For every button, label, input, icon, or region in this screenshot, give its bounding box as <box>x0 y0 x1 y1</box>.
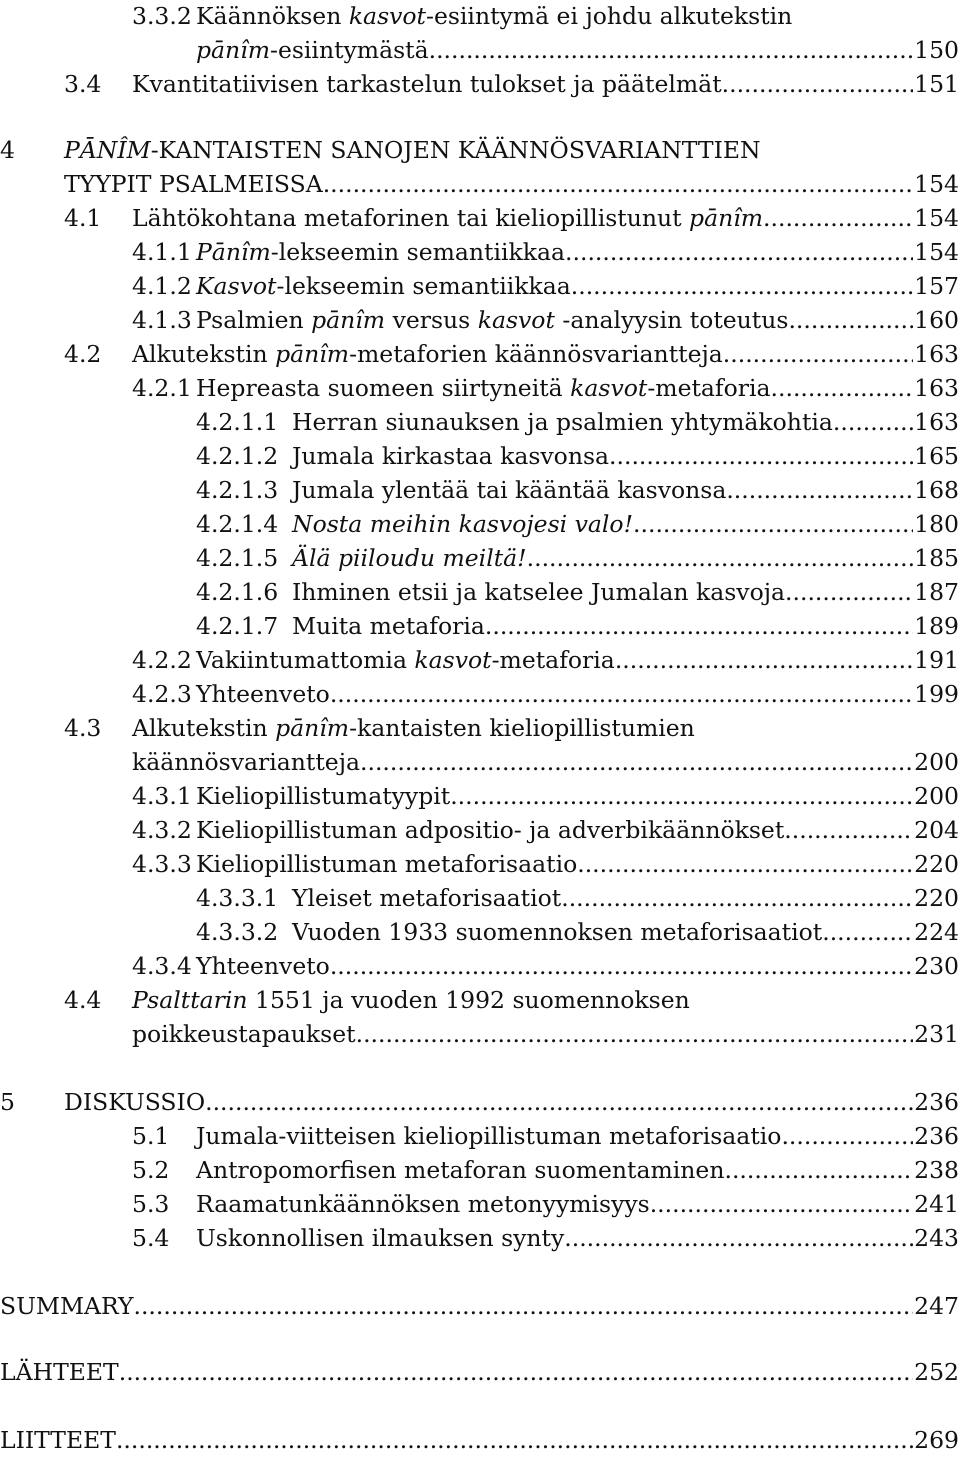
toc-entry <box>0 1086 960 1120</box>
entry-title <box>132 202 763 234</box>
entry-title-part: -metaforia <box>647 374 771 402</box>
toc-entry <box>0 68 960 102</box>
entry-title-italic-part: Älä piiloudu meiltä! <box>292 544 527 572</box>
toc-entry <box>0 542 960 576</box>
toc-entry <box>0 338 960 372</box>
entry-title <box>132 1018 356 1050</box>
dot-leader <box>822 916 913 948</box>
toc-entry <box>0 270 960 304</box>
toc-entry <box>0 916 960 950</box>
entry-title-part: Jumala-viitteisen kieliopillistuman metaforisaatio <box>196 1122 782 1150</box>
entry-title-part: SUMMARY <box>0 1292 134 1320</box>
entry-title-part: Jumala kirkastaa kasvonsa <box>292 442 610 470</box>
entry-title-part: Alkutekstin <box>132 714 276 742</box>
entry-title-part: Antropomorfisen metaforan suomentaminen <box>196 1156 725 1184</box>
entry-title <box>292 474 726 506</box>
toc-entry <box>0 950 960 984</box>
toc-entry <box>0 440 960 474</box>
entry-title <box>196 950 330 982</box>
dot-leader <box>650 1188 913 1220</box>
entry-title <box>292 440 609 472</box>
toc-entry <box>0 678 960 712</box>
entry-title-part: LÄHTEET <box>0 1358 119 1386</box>
entry-title-italic-part: Nosta meihin kasvojesi valo! <box>292 510 634 538</box>
section-number: 5.1 <box>132 1122 170 1150</box>
page-number: 160 <box>914 306 959 334</box>
page-number: 200 <box>914 782 959 810</box>
entry-title-italic-part: pānîm <box>196 36 270 64</box>
entry-title-part: 1551 ja vuoden 1992 suomennoksen <box>247 986 690 1014</box>
section-number: 4.1.3 <box>132 306 192 334</box>
entry-title-part: Kieliopillistuman adpositio- ja adverbikäännökset <box>196 816 785 844</box>
toc-entry <box>0 134 960 168</box>
entry-title-part: Herran siunauksen ja psalmien yhtymäkohtia <box>292 408 833 436</box>
toc-entry <box>0 882 960 916</box>
entry-title <box>196 814 784 846</box>
entry-title-part: Vakiintumattomia <box>196 646 415 674</box>
dot-leader <box>330 678 913 710</box>
entry-title-italic-part: pānîm <box>275 340 350 368</box>
dot-leader <box>833 406 913 438</box>
section-number: 4 <box>0 136 15 164</box>
toc-entry <box>0 1356 960 1390</box>
entry-title <box>132 338 723 370</box>
entry-title-part: -kantaisten kieliopillistumien <box>349 714 695 742</box>
entry-title-italic-part: kasvot <box>414 646 492 674</box>
entry-title-part: poikkeustapaukset <box>132 1020 356 1048</box>
section-number: 4.3.4 <box>132 952 192 980</box>
page-number: 247 <box>914 1292 959 1320</box>
page-number: 151 <box>914 70 959 98</box>
page-number: 154 <box>914 170 959 198</box>
entry-title-italic-part: kasvot <box>477 306 555 334</box>
page-number: 157 <box>914 272 959 300</box>
section-number: 4.1.1 <box>132 238 192 266</box>
dot-leader <box>323 168 913 200</box>
entry-title-italic-part: PĀNÎM <box>64 136 151 164</box>
page-number: 200 <box>914 748 959 776</box>
toc-entry <box>0 1424 960 1458</box>
page-number: 189 <box>914 612 959 640</box>
dot-leader <box>205 1086 913 1118</box>
dot-leader <box>360 746 913 778</box>
entry-title-part: -metaforien käännösvariantteja <box>349 340 723 368</box>
toc-entry <box>0 1290 960 1324</box>
page-number: 241 <box>914 1190 959 1218</box>
entry-title-part: Yhteenveto <box>196 952 330 980</box>
section-number: 4.3.3.2 <box>196 918 279 946</box>
section-number: 4.3.3 <box>132 850 192 878</box>
entry-title <box>196 1222 564 1254</box>
section-number: 4.3.2 <box>132 816 192 844</box>
dot-leader <box>609 440 913 472</box>
entry-title <box>292 542 527 574</box>
dot-leader <box>119 1356 913 1388</box>
page-number: 168 <box>914 476 959 504</box>
section-number: 3.3.2 <box>132 2 192 30</box>
page-number: 191 <box>914 646 959 674</box>
entry-title <box>196 34 429 66</box>
dot-leader <box>763 202 913 234</box>
page-number: 199 <box>914 680 959 708</box>
entry-title <box>292 882 561 914</box>
entry-title-part: -analyysin toteutus <box>554 306 789 334</box>
page-number: 154 <box>914 238 959 266</box>
page-number: 236 <box>914 1088 959 1116</box>
toc-entry <box>0 304 960 338</box>
entry-title <box>196 1120 781 1152</box>
page-number: 243 <box>914 1224 959 1252</box>
toc-entry <box>0 34 960 68</box>
entry-title-part: Kieliopillistumatyypit <box>196 782 451 810</box>
dot-leader <box>788 304 913 336</box>
section-number: 5.4 <box>132 1224 170 1252</box>
entry-title <box>64 1086 205 1118</box>
dot-leader <box>571 270 913 302</box>
entry-title <box>196 1154 724 1186</box>
section-number: 4.2.1.2 <box>196 442 279 470</box>
toc-entry <box>0 644 960 678</box>
entry-title <box>292 610 485 642</box>
entry-title <box>196 780 450 812</box>
toc-entry <box>0 0 960 34</box>
entry-title <box>196 270 571 302</box>
section-number: 4.3.3.1 <box>196 884 279 912</box>
dot-leader <box>485 610 913 642</box>
dot-leader <box>781 1120 913 1152</box>
dot-leader <box>726 474 913 506</box>
page-number: 231 <box>914 1020 959 1048</box>
page-number: 165 <box>914 442 959 470</box>
toc-entry <box>0 1222 960 1256</box>
entry-title-part: -esiintymä ei johdu alkutekstin <box>426 2 793 30</box>
entry-title <box>64 134 761 166</box>
toc-entry <box>0 1154 960 1188</box>
dot-leader <box>565 236 913 268</box>
dot-leader <box>330 950 913 982</box>
entry-title <box>64 168 323 200</box>
page-number: 220 <box>914 850 959 878</box>
toc-entry <box>0 780 960 814</box>
entry-title <box>196 848 577 880</box>
toc-entry <box>0 508 960 542</box>
section-number: 4.1.2 <box>132 272 192 300</box>
entry-title-part: TYYPIT PSALMEISSA <box>64 170 323 198</box>
entry-title <box>196 236 565 268</box>
entry-title <box>196 1188 650 1220</box>
toc-entry <box>0 848 960 882</box>
section-number: 4.2.1.3 <box>196 476 279 504</box>
section-number: 4.2.1.4 <box>196 510 279 538</box>
entry-title-italic-part: kasvot <box>348 2 426 30</box>
entry-title-part: Yhteenveto <box>196 680 330 708</box>
toc-entry <box>0 712 960 746</box>
entry-title-part: käännösvariantteja <box>132 748 361 776</box>
entry-title-part: DISKUSSIO <box>64 1088 206 1116</box>
section-number: 4.2.1.7 <box>196 612 279 640</box>
entry-title-italic-part: pānîm <box>689 204 764 232</box>
dot-leader <box>450 780 913 812</box>
entry-title-part: -lekseemin semantiikkaa <box>270 238 566 266</box>
dot-leader <box>356 1018 914 1050</box>
entry-title <box>196 644 615 676</box>
section-number: 4.2.1.5 <box>196 544 279 572</box>
page-number: 220 <box>914 884 959 912</box>
page-number: 230 <box>914 952 959 980</box>
toc-entry <box>0 1120 960 1154</box>
entry-title-part: Raamatunkäännöksen metonyymisyys <box>196 1190 650 1218</box>
entry-title-part: Ihminen etsii ja katselee Jumalan kasvoja <box>292 578 786 606</box>
entry-title-italic-part: kasvot <box>570 374 648 402</box>
entry-title <box>196 372 771 404</box>
entry-title-italic-part: Kasvot <box>196 272 277 300</box>
entry-title-italic-part: pānîm <box>311 306 386 334</box>
section-number: 4.2.2 <box>132 646 192 674</box>
entry-title-part: Psalmien <box>196 306 312 334</box>
dot-leader <box>784 814 913 846</box>
section-number: 4.4 <box>64 986 102 1014</box>
toc-entry <box>0 814 960 848</box>
page-number: 269 <box>914 1426 959 1454</box>
page-number: 163 <box>914 340 959 368</box>
entry-title-part: -esiintymästä <box>270 36 429 64</box>
entry-title-part: -metaforia <box>491 646 615 674</box>
toc-entry <box>0 202 960 236</box>
entry-title-part: Alkutekstin <box>132 340 276 368</box>
section-number: 4.2.1.6 <box>196 578 279 606</box>
entry-title-part: -lekseemin semantiikkaa <box>276 272 571 300</box>
entry-title <box>132 984 690 1016</box>
entry-title-part: Kvantitatiivisen tarkastelun tulokset ja päätelmät <box>132 70 722 98</box>
entry-title-part: Vuoden 1933 suomennoksen metaforisaatiot <box>292 918 823 946</box>
section-number: 5.2 <box>132 1156 170 1184</box>
dot-leader <box>785 576 913 608</box>
dot-leader <box>722 68 914 100</box>
entry-title <box>0 1290 133 1322</box>
page-number: 236 <box>914 1122 959 1150</box>
entry-title <box>132 746 360 778</box>
section-number: 3.4 <box>64 70 102 98</box>
toc-entry <box>0 474 960 508</box>
entry-title <box>196 678 330 710</box>
section-number: 4.2.1 <box>132 374 192 402</box>
entry-title-part: Muita metaforia <box>292 612 485 640</box>
entry-title <box>292 508 633 540</box>
dot-leader <box>564 1222 913 1254</box>
entry-title-part: Lähtökohtana metaforinen tai kieliopillistunut <box>132 204 690 232</box>
page-number: 252 <box>914 1358 959 1386</box>
page-number: 180 <box>914 510 959 538</box>
section-number: 4.2.3 <box>132 680 192 708</box>
entry-title-italic-part: pānîm <box>275 714 350 742</box>
section-number: 4.1 <box>64 204 102 232</box>
section-number: 5.3 <box>132 1190 170 1218</box>
entry-title <box>132 68 722 100</box>
entry-title <box>0 1424 116 1456</box>
entry-title <box>0 1356 119 1388</box>
toc-entry <box>0 236 960 270</box>
toc-entry <box>0 746 960 780</box>
page-number: 163 <box>914 408 959 436</box>
entry-title-part: -KANTAISTEN SANOJEN KÄÄNNÖSVARIANTTIEN <box>150 136 761 164</box>
page-number: 187 <box>914 578 959 606</box>
entry-title <box>196 0 792 32</box>
entry-title-part: Käännöksen <box>196 2 349 30</box>
dot-leader <box>527 542 914 574</box>
page-number: 238 <box>914 1156 959 1184</box>
entry-title-part: Uskonnollisen ilmauksen synty <box>196 1224 565 1252</box>
toc-entry <box>0 406 960 440</box>
entry-title-part: Hepreasta suomeen siirtyneitä <box>196 374 571 402</box>
entry-title <box>292 916 822 948</box>
page-number: 204 <box>914 816 959 844</box>
dot-leader <box>116 1424 913 1456</box>
toc-entry <box>0 168 960 202</box>
dot-leader <box>724 1154 913 1186</box>
dot-leader <box>723 338 913 370</box>
toc-entry <box>0 610 960 644</box>
dot-leader <box>615 644 913 676</box>
entry-title-part: LIITTEET <box>0 1426 116 1454</box>
section-number: 4.3 <box>64 714 102 742</box>
page-number: 163 <box>914 374 959 402</box>
dot-leader <box>771 372 914 404</box>
toc-entry <box>0 1018 960 1052</box>
dot-leader <box>429 34 914 66</box>
entry-title-part: Kieliopillistuman metaforisaatio <box>196 850 578 878</box>
section-number: 4.3.1 <box>132 782 192 810</box>
entry-title-part: Yleiset metaforisaatiot <box>292 884 562 912</box>
section-number: 5 <box>0 1088 15 1116</box>
entry-title <box>132 712 695 744</box>
section-number: 4.2 <box>64 340 102 368</box>
dot-leader <box>561 882 913 914</box>
page-number: 154 <box>914 204 959 232</box>
toc-entry <box>0 1188 960 1222</box>
dot-leader <box>133 1290 913 1322</box>
page-number: 150 <box>914 36 959 64</box>
toc-entry <box>0 576 960 610</box>
dot-leader <box>577 848 913 880</box>
toc-entry <box>0 984 960 1018</box>
entry-title-part: versus <box>385 306 478 334</box>
entry-title-part: Jumala ylentää tai kääntää kasvonsa <box>292 476 727 504</box>
entry-title <box>196 304 788 336</box>
entry-title-italic-part: Pānîm <box>196 238 271 266</box>
page-number: 185 <box>914 544 959 572</box>
entry-title <box>292 576 785 608</box>
section-number: 4.2.1.1 <box>196 408 279 436</box>
page-number: 224 <box>914 918 959 946</box>
toc-entry <box>0 372 960 406</box>
entry-title-italic-part: Psalttarin <box>132 986 248 1014</box>
entry-title <box>292 406 833 438</box>
dot-leader <box>633 508 913 540</box>
